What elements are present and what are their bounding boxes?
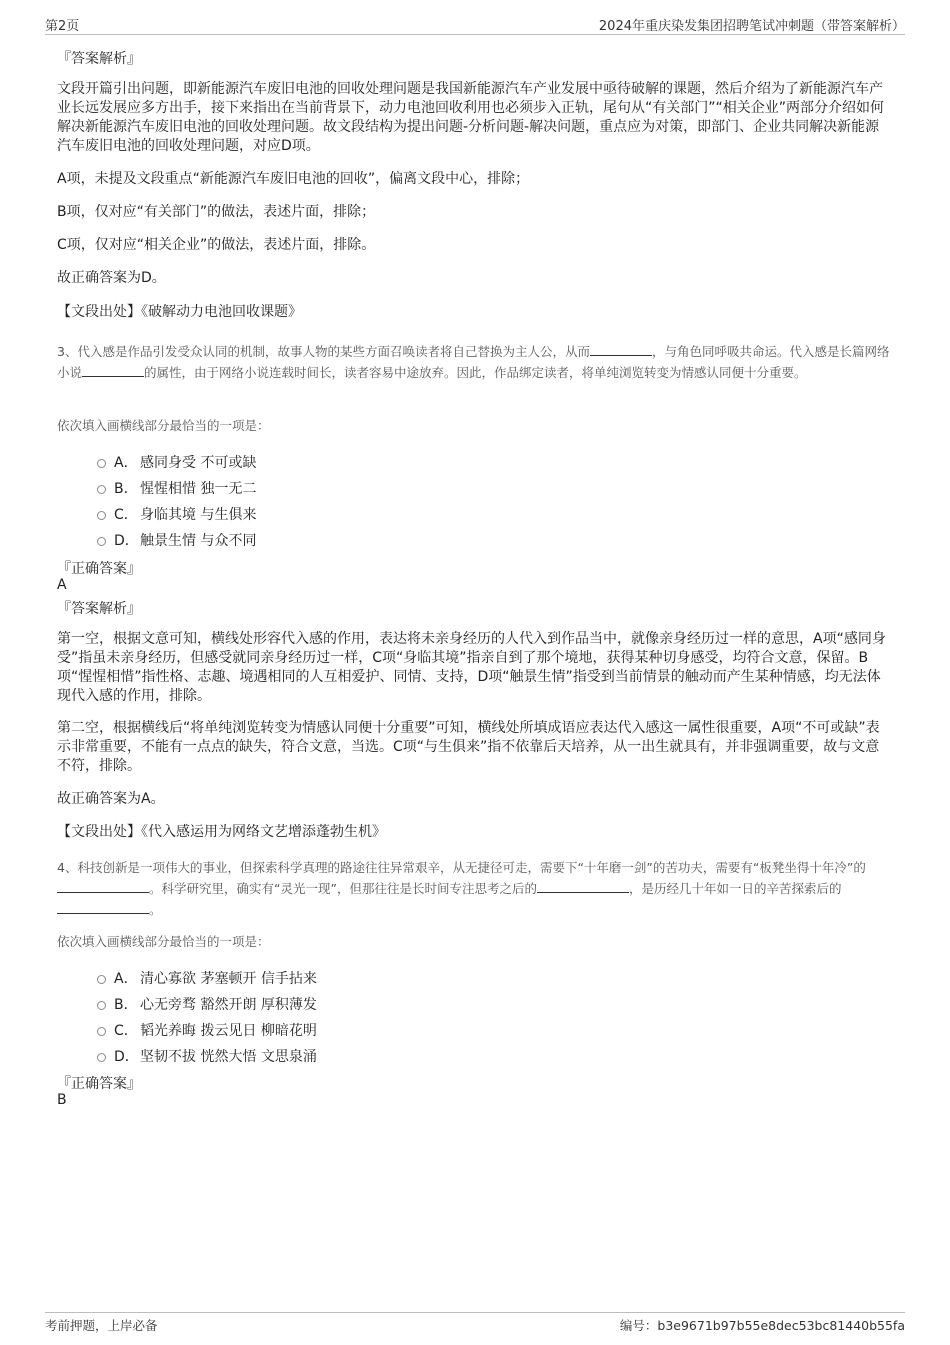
q3-blank-2 [82,363,144,377]
q3-analysis-paragraph-1: 第一空，根据文意可知，横线处形容代入感的作用，表达将未亲身经历的人代入到作品当中，就像亲身经历过一样的意思，A项“感同身受”指虽未亲身经历，但感受就同亲身经历过一样，C项“身临其境”指亲自到了那个境地，获得某种切身感受，均符合文意，保留。B项“惺惺相惜”指性格、志趣、境遇相同的人互相爱护、同情、支持，D项“触景生情”指受到当前情景的触动而产生某种情感，均无法体现代入感的作用，排除。 [57,631,886,704]
radio-icon[interactable] [97,1053,106,1062]
q2-source: 【文段出处】《破解动力电池回收课题》 [57,304,302,320]
q4-option-b[interactable]: B． 心无旁骛 豁然开朗 厚积薄发 [97,994,317,1014]
q4-text-a: 4、科技创新是一项伟大的事业，但探索科学真理的路途往往异常艰辛，从无捷径可走，需要下“十年磨一剑”的苦功夫，需要有“板凳坐得十年冷”的 [57,860,866,875]
q4-answer: B [57,1092,67,1108]
q3-text-a: 3、代入感是作品引发受众认同的机制，故事人物的某些方面召唤读者将自己替换为主人公，从而 [57,344,590,359]
q2-analysis-paragraph-1: 文段开篇引出问题，即新能源汽车废旧电池的回收处理问题是我国新能源汽车产业发展中亟待破解的课题，然后介绍为了新能源汽车产业长远发展应多方出手，接下来指出在当前背景下，动力电池回收利用也必须步入正轨，尾句从“有关部门”“相关企业”两部分介绍如何解决新能源汽车废旧电池的回收处理问题。故文段结构为提出问题-分析问题-解决问题，重点应为对策，即部门、企业共同解决新能源汽车废旧电池的回收处理问题，对应D项。 [57,81,885,154]
radio-icon[interactable] [97,1027,106,1036]
q3-answer-label: 『正确答案』 [57,561,141,577]
radio-icon[interactable] [97,537,106,546]
page-footer [45,1312,905,1337]
q4-text-d: 。 [149,902,162,917]
q4-text-b: 。科学研究里，确实有“灵光一现”，但那往往是长时间专注思考之后的 [149,881,537,896]
radio-icon[interactable] [97,1001,106,1010]
q4-question [57,857,892,920]
document-title: 2024年重庆染发集团招聘笔试冲刺题（带答案解析） [598,19,905,34]
radio-icon[interactable] [97,459,106,468]
q3-question [57,341,892,383]
q3-option-c[interactable]: C． 身临其境 与生俱来 [97,504,256,524]
document-code-value: b3e9671b97b55e8dec53bc81440b55fa [657,1318,905,1333]
q3-option-d[interactable]: D． 触景生情 与众不同 [97,530,256,550]
q3-source: 【文段出处】《代入感运用为网络文艺增添蓬勃生机》 [57,824,386,840]
radio-icon[interactable] [97,485,106,494]
page-number: 第2页 [45,19,80,34]
q3-analysis-label: 『答案解析』 [57,601,141,617]
q2-analysis-paragraph-4: C项，仅对应“相关企业”的做法，表述片面，排除。 [57,237,376,253]
q3-answer: A [57,577,67,593]
document-code [620,1316,905,1334]
footer-slogan: 考前押题，上岸必备 [45,1318,158,1333]
q3-analysis-paragraph-2: 第二空，根据横线后“将单纯浏览转变为情感认同便十分重要”可知，横线处所填成语应表达代入感这一属性很重要，A项“不可或缺”表示非常重要，不能有一点点的缺失，符合文意，当选。C项“与生俱来”指不依靠后天培养，从一出生就具有，并非强调重要，故与文意不符，排除。 [57,720,880,774]
q4-answer-label: 『正确答案』 [57,1076,141,1092]
q4-blank-3 [57,900,149,914]
q2-analysis-label: 『答案解析』 [57,51,141,67]
q2-analysis-paragraph-2: A项，未提及文段重点“新能源汽车废旧电池的回收”，偏离文段中心，排除； [57,171,530,187]
q3-conclusion: 故正确答案为A。 [57,791,165,807]
radio-icon[interactable] [97,511,106,520]
q3-prompt: 依次填入画横线部分最恰当的一项是： [57,418,270,433]
q3-text-b: ，与角色同呼吸共命运。代入感是长篇网络小说 [57,344,890,380]
page-header [45,14,905,35]
q4-text-c: ，是历经几十年如一日的辛苦探索后的 [628,881,842,896]
q4-prompt: 依次填入画横线部分最恰当的一项是： [57,934,270,949]
q4-blank-2 [537,879,629,893]
q4-option-c[interactable]: C． 韬光养晦 拨云见日 柳暗花明 [97,1020,317,1040]
radio-icon[interactable] [97,975,106,984]
q4-blank-1 [57,879,149,893]
q3-option-a[interactable]: A． 感同身受 不可或缺 [97,452,256,472]
q3-text-c: 的属性，由于网络小说连载时间长，读者容易中途放弃。因此，作品绑定读者，将单纯浏览转变为情感认同便十分重要。 [144,365,807,380]
q4-option-d[interactable]: D． 坚韧不拔 恍然大悟 文思泉涌 [97,1046,317,1066]
q2-conclusion: 故正确答案为D。 [57,270,166,286]
q4-option-a[interactable]: A． 清心寡欲 茅塞顿开 信手拈来 [97,968,317,988]
q3-blank-1 [590,342,652,356]
document-code-label: 编号： [619,1318,658,1333]
q2-analysis-paragraph-3: B项，仅对应“有关部门”的做法，表述片面，排除； [57,204,376,220]
q3-option-b[interactable]: B． 惺惺相惜 独一无二 [97,478,256,498]
